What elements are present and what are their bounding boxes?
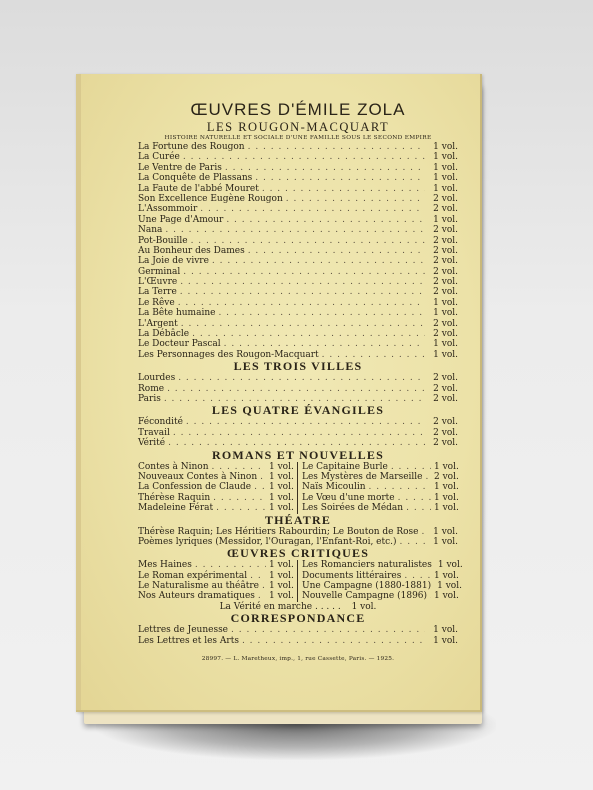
leader-dots xyxy=(195,560,266,570)
leader-dots xyxy=(426,472,432,482)
entry-volumes: 1 vol. xyxy=(434,570,459,581)
entry-volumes: 1 vol. xyxy=(269,503,294,514)
catalog-entry xyxy=(138,438,458,448)
leader-dots xyxy=(180,287,425,297)
leader-dots xyxy=(248,142,425,152)
entry-volumes: 2 vol. xyxy=(434,471,459,482)
catalog-entry xyxy=(138,287,458,297)
catalog-entry xyxy=(138,384,458,394)
catalog-entry xyxy=(138,581,293,591)
catalog-entry xyxy=(302,462,458,472)
leader-dots xyxy=(178,298,425,308)
leader-dots xyxy=(286,194,425,204)
catalog-entry xyxy=(302,503,458,513)
catalog-entry xyxy=(138,472,293,482)
entry-title: La Confession de Claude xyxy=(138,482,252,493)
catalog-text xyxy=(138,100,463,664)
catalog-entry xyxy=(138,560,293,570)
entry-volumes: 1 vol. xyxy=(433,635,458,646)
entry-volumes: 1 vol. xyxy=(433,339,458,350)
entry-volumes: 1 vol. xyxy=(434,482,459,493)
book-spine-edge xyxy=(76,74,81,710)
leader-dots xyxy=(225,163,425,173)
entry-title: La Débâcle xyxy=(138,329,190,340)
critiques-left-column xyxy=(138,560,298,602)
catalog-entry xyxy=(138,339,458,349)
entry-title: L'Assommoir xyxy=(138,204,198,215)
catalog-entry xyxy=(138,236,458,246)
entry-volumes: 1 vol. xyxy=(434,461,459,472)
entry-title: Paris xyxy=(138,393,161,404)
entry-volumes: 1 vol. xyxy=(433,183,458,194)
entry-volumes: 1 vol. xyxy=(433,349,458,360)
entry-volumes: 1 vol. xyxy=(433,625,458,636)
catalog-entry xyxy=(138,527,458,537)
catalog-entry xyxy=(302,493,458,503)
entry-volumes: 1 vol. xyxy=(269,591,294,602)
entry-title: L'Argent xyxy=(138,318,178,329)
entry-title: Son Excellence Eugène Rougon xyxy=(138,193,283,204)
entry-volumes: 1 vol. xyxy=(269,570,294,581)
entry-title: Lettres de Jeunesse xyxy=(138,625,229,636)
entry-title: Rome xyxy=(138,383,165,394)
entry-title: Une Campagne (1880-1881) xyxy=(302,581,432,592)
entry-volumes: 2 vol. xyxy=(433,318,458,329)
section-heading-correspondance: CORRESPONDANCE xyxy=(230,611,366,626)
entry-title: Le Ventre de Paris xyxy=(138,162,222,173)
leader-dots xyxy=(430,591,431,601)
catalog-entry xyxy=(138,308,458,318)
catalog-entry xyxy=(138,184,458,194)
entry-title: L'Œuvre xyxy=(138,277,178,288)
entry-volumes: 1 vol. xyxy=(269,471,294,482)
entry-title: Au Bonheur des Dames xyxy=(138,245,245,256)
entry-title: Les Personnages des Rougon-Macquart xyxy=(138,349,319,360)
catalog-entry xyxy=(138,417,458,427)
catalog-entry xyxy=(138,625,458,635)
entry-volumes: 2 vol. xyxy=(433,287,458,298)
romans-left-column xyxy=(138,462,298,514)
entry-title: Nos Auteurs dramatiques xyxy=(138,591,255,602)
catalog-entry xyxy=(138,215,458,225)
leader-dots xyxy=(224,339,425,349)
section-subheading-rougon: HISTOIRE NATURELLE ET SOCIALE D'UNE FAMILLE SOUS LE SECOND EMPIRE xyxy=(164,135,432,141)
leader-dots xyxy=(226,215,425,225)
catalog-title: ŒUVRES D'ÉMILE ZOLA xyxy=(190,100,406,119)
catalog-entry xyxy=(302,560,463,571)
entry-title: Germinal xyxy=(138,266,181,277)
entry-title: Madeleine Férat xyxy=(138,503,214,514)
printer-imprint: 28997. — L. Maretheux, imp., 1, rue Cassette, Paris. — 1925. xyxy=(201,656,395,663)
entry-title: Contes à Ninon xyxy=(138,461,209,472)
entry-title: Naïs Micoulin xyxy=(302,482,366,493)
leader-dots xyxy=(216,503,266,513)
catalog-entry xyxy=(138,428,458,438)
entry-title: Travail xyxy=(138,427,170,438)
entry-title: La Bête humaine xyxy=(138,308,216,319)
entry-volumes: 2 vol. xyxy=(433,235,458,246)
entry-title: Le Capitaine Burle xyxy=(302,461,388,472)
leader-dots xyxy=(404,571,431,581)
entry-volumes: 2 vol. xyxy=(433,383,458,394)
entry-volumes: 1 vol. xyxy=(433,142,458,152)
entry-volumes: 2 vol. xyxy=(433,266,458,277)
leader-dots xyxy=(391,462,431,472)
catalog-entry xyxy=(138,142,458,152)
entry-title: Thérèse Raquin xyxy=(138,492,211,503)
entry-title: Le Rêve xyxy=(138,297,175,308)
leader-dots xyxy=(255,173,425,183)
leader-dots xyxy=(165,225,425,235)
entry-volumes: 1 vol. xyxy=(269,461,294,472)
leader-dots xyxy=(167,384,425,394)
catalog-entry xyxy=(138,152,458,162)
catalog-entry xyxy=(138,503,293,513)
catalog-entry xyxy=(302,472,458,482)
catalog-entry xyxy=(138,204,458,214)
leader-dots xyxy=(262,184,425,194)
entry-title: Pot-Bouille xyxy=(138,235,188,246)
catalog-entry xyxy=(138,298,458,308)
section-heading-romans: ROMANS ET NOUVELLES xyxy=(212,447,384,462)
catalog-entry xyxy=(138,319,458,329)
leader-dots xyxy=(191,236,425,246)
leader-dots xyxy=(258,591,266,601)
entry-volumes: 1 vol. xyxy=(433,152,458,163)
entry-title: Documents littéraires xyxy=(302,570,402,581)
section-heading-critiques: ŒUVRES CRITIQUES xyxy=(226,546,370,561)
leader-dots xyxy=(183,267,425,277)
critiques-right-column xyxy=(298,560,463,602)
leader-dots xyxy=(242,636,425,646)
catalog-entry xyxy=(138,246,458,256)
entry-title: Mes Haines xyxy=(138,560,192,571)
catalog-entry xyxy=(138,329,458,339)
catalog-entry xyxy=(302,482,458,492)
entry-title: Le Vœu d'une morte xyxy=(302,492,395,503)
leader-dots xyxy=(178,373,425,383)
leader-dots xyxy=(168,438,425,448)
entry-title: Nouveaux Contes à Ninon xyxy=(138,471,258,482)
entry-volumes: 2 vol. xyxy=(433,393,458,404)
leader-dots xyxy=(183,152,425,162)
entry-title: Vérité xyxy=(138,438,166,449)
entry-volumes: 1 vol. xyxy=(269,560,294,571)
entry-title: La Vérité en marche xyxy=(219,601,313,612)
catalog-entry xyxy=(302,581,462,592)
catalog-entry xyxy=(138,482,293,492)
entry-volumes: 2 vol. xyxy=(433,245,458,256)
catalog-entry xyxy=(138,571,293,581)
entry-title: La Joie de vivre xyxy=(138,256,209,267)
entry-volumes: 1 vol. xyxy=(269,492,294,503)
entry-title: Nana xyxy=(138,225,163,236)
leader-dots xyxy=(213,493,266,503)
evangiles-list xyxy=(138,417,458,448)
entry-title: Fécondité xyxy=(138,417,183,428)
section-heading-rougon: LES ROUGON-MACQUART xyxy=(206,120,390,134)
catalog-entry xyxy=(138,462,293,472)
theatre-list xyxy=(138,527,458,548)
leader-dots xyxy=(212,462,266,472)
leader-dots xyxy=(260,472,266,482)
romans-right-column xyxy=(298,462,458,514)
leader-dots xyxy=(192,329,425,339)
entry-volumes: 1 vol. xyxy=(434,503,459,514)
leader-dots xyxy=(218,308,425,318)
entry-volumes: 1 vol. xyxy=(433,308,458,319)
entry-title: La Faute de l'abbé Mouret xyxy=(138,183,259,194)
entry-title: Le Roman expérimental xyxy=(138,570,248,581)
leader-dots xyxy=(406,503,431,513)
leader-dots xyxy=(186,417,425,427)
entry-volumes: 1 vol. xyxy=(437,560,463,571)
entry-volumes: 1 vol. xyxy=(433,526,458,537)
leader-dots xyxy=(212,256,425,266)
entry-volumes: 1 vol. xyxy=(437,581,462,592)
entry-title: La Fortune des Rougon xyxy=(138,142,245,152)
entry-title: Lourdes xyxy=(138,373,176,384)
catalog-entry xyxy=(302,571,458,581)
catalog-entry xyxy=(302,591,458,601)
entry-title: La Curée xyxy=(138,152,180,163)
leader-dots xyxy=(369,482,431,492)
leader-dots xyxy=(180,277,425,287)
entry-volumes: 2 vol. xyxy=(433,438,458,449)
catalog-entry xyxy=(138,173,458,183)
villes-list xyxy=(138,373,458,404)
entry-title: La Conquête de Plassans xyxy=(138,173,253,184)
entry-title: Poèmes lyriques (Messidor, l'Ouragan, l'Enfant-Roi, etc.) xyxy=(138,536,397,547)
leader-dots xyxy=(250,571,266,581)
entry-title: Le Docteur Pascal xyxy=(138,339,221,350)
entry-volumes: 2 vol. xyxy=(433,225,458,236)
entry-title: Les Mystères de Marseille xyxy=(302,471,423,482)
entry-volumes: 1 vol. xyxy=(433,214,458,225)
leader-dots xyxy=(248,246,425,256)
entry-volumes: 1 vol. xyxy=(433,173,458,184)
entry-volumes: 2 vol. xyxy=(433,329,458,340)
leader-dots xyxy=(254,482,266,492)
entry-volumes: 1 vol. xyxy=(269,581,294,592)
entry-volumes: 1 vol. xyxy=(433,297,458,308)
leader-dots xyxy=(173,428,425,438)
section-heading-evangiles: LES QUATRE ÉVANGILES xyxy=(211,403,385,418)
entry-volumes: 2 vol. xyxy=(433,277,458,288)
leader-dots xyxy=(231,625,425,635)
catalog-entry xyxy=(138,267,458,277)
rougon-list xyxy=(138,142,458,360)
entry-volumes: 1 vol. xyxy=(269,482,294,493)
entry-volumes: 2 vol. xyxy=(433,373,458,384)
entry-title: Le Naturalisme au théâtre xyxy=(138,581,259,592)
entry-volumes: 1 vol. xyxy=(434,591,459,602)
entry-title: Les Lettres et les Arts xyxy=(138,635,239,646)
leader-dots xyxy=(422,527,425,537)
entry-title: Les Soirées de Médan xyxy=(302,503,404,514)
correspondance-list xyxy=(138,625,458,646)
leader-dots xyxy=(262,581,266,591)
leader-dots xyxy=(181,319,425,329)
catalog-entry xyxy=(138,591,293,601)
entry-title: Les Romanciers naturalistes xyxy=(302,560,432,571)
catalog-entry xyxy=(138,225,458,235)
critiques-columns xyxy=(138,560,463,602)
entry-volumes: 2 vol. xyxy=(433,417,458,428)
catalog-entry xyxy=(138,194,458,204)
section-heading-villes: LES TROIS VILLES xyxy=(233,359,363,374)
entry-volumes: 2 vol. xyxy=(433,427,458,438)
catalog-entry xyxy=(138,636,458,646)
section-heading-theatre: THÉATRE xyxy=(264,512,332,527)
entry-volumes: 1 vol. xyxy=(433,536,458,547)
romans-columns xyxy=(138,462,458,514)
entry-volumes: 1 vol. xyxy=(351,601,377,612)
entry-volumes: 2 vol. xyxy=(433,193,458,204)
entry-volumes: 1 vol. xyxy=(433,162,458,173)
catalog-entry xyxy=(138,256,458,266)
critiques-extra-row: La Vérité en marche . . . . . 1 vol. xyxy=(219,601,377,612)
catalog-entry xyxy=(138,277,458,287)
entry-volumes: 2 vol. xyxy=(433,256,458,267)
catalog-entry xyxy=(138,373,458,383)
entry-title: La Terre xyxy=(138,287,177,298)
leader-dots xyxy=(398,493,431,503)
entry-volumes: 2 vol. xyxy=(433,204,458,215)
entry-volumes: 1 vol. xyxy=(434,492,459,503)
entry-title: Nouvelle Campagne (1896) xyxy=(302,591,428,602)
entry-title: Une Page d'Amour xyxy=(138,214,224,225)
catalog-entry xyxy=(138,163,458,173)
catalog-entry xyxy=(138,493,293,503)
leader-dots xyxy=(200,204,425,214)
entry-title: Thérèse Raquin; Les Héritiers Rabourdin; Le Bouton de Rose xyxy=(138,526,419,537)
leader-dots xyxy=(400,537,425,547)
